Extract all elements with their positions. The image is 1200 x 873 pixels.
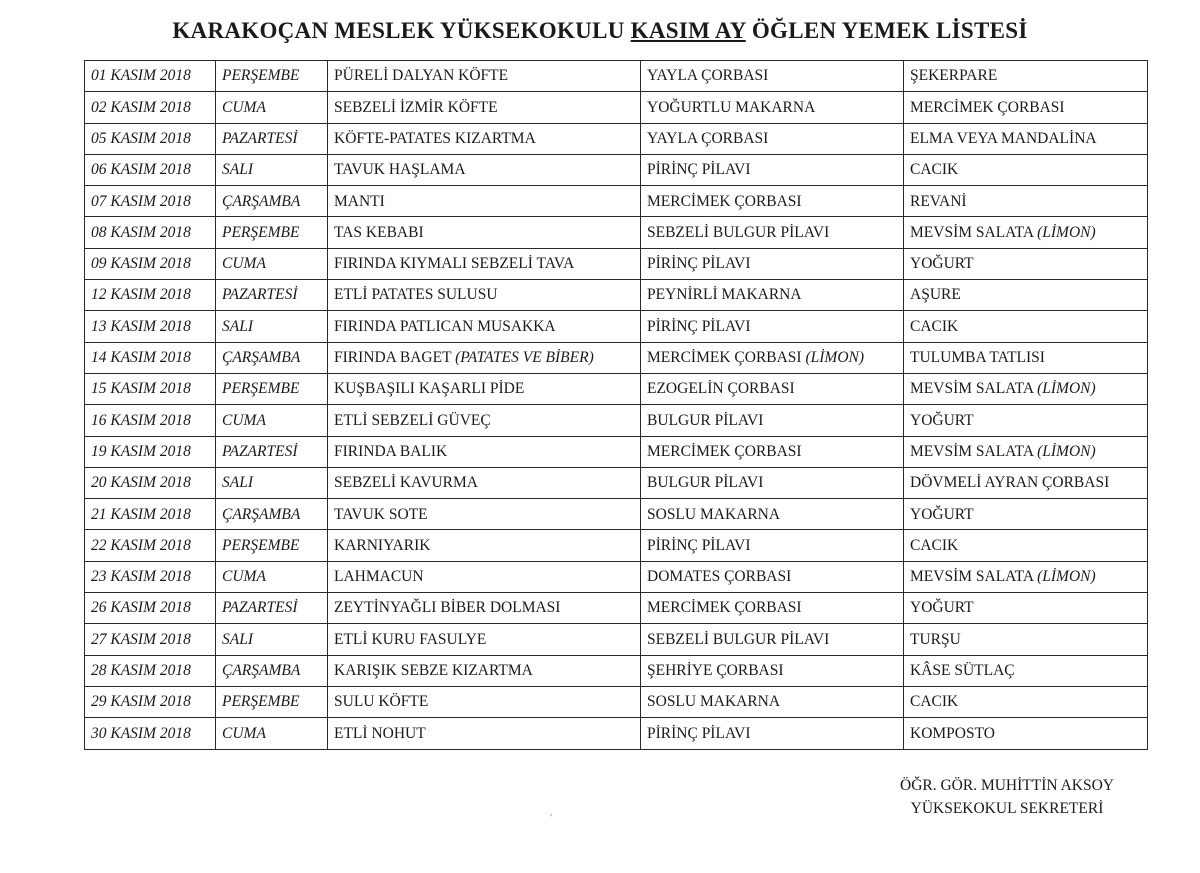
date-cell: [85, 655, 216, 686]
date-cell: [85, 217, 216, 248]
title-text-2: ÜKSEKOKULU: [456, 18, 631, 43]
table-row: [85, 217, 1148, 248]
day-cell: [216, 593, 328, 624]
date-cell: [85, 280, 216, 311]
main-dish-cell-text: ETLİ KURU FASULYE: [334, 630, 487, 648]
side-dish-cell: [641, 467, 904, 498]
extra-dish-cell-text: CACIK: [910, 693, 959, 711]
menu-table-body: [85, 61, 1148, 750]
extra-dish-cell: [904, 718, 1148, 749]
side-dish-cell: [641, 280, 904, 311]
extra-dish-cell: [904, 123, 1148, 154]
date-cell: [85, 530, 216, 561]
main-dish-cell: [328, 217, 641, 248]
day-cell: [216, 624, 328, 655]
extra-dish-cell-text: MEVSİM SALATA: [910, 380, 1034, 398]
date-cell-text: 26 KASIM 2018: [91, 599, 191, 617]
extra-dish-cell: [904, 342, 1148, 373]
side-dish-cell-text: BULGUR PİLAVI: [647, 474, 764, 492]
main-dish-cell: [328, 624, 641, 655]
main-dish-cell-text: KUŞBAŞILI KAŞARLI PİDE: [334, 380, 525, 398]
table-row: [85, 311, 1148, 342]
main-dish-cell: [328, 655, 641, 686]
day-cell-text: ÇARŞAMBA: [222, 192, 301, 210]
date-cell-text: 01 KASIM 2018: [91, 67, 191, 85]
main-dish-cell: [328, 311, 641, 342]
main-dish-cell-text: ETLİ PATATES SULUSU: [334, 286, 498, 304]
extra-dish-cell: [904, 624, 1148, 655]
table-row: [85, 154, 1148, 185]
main-dish-cell-text: SEBZELİ KAVURMA: [334, 474, 478, 492]
table-row: [85, 593, 1148, 624]
side-dish-cell-note: (LİMON): [805, 349, 865, 367]
date-cell-text: 15 KASIM 2018: [91, 380, 191, 398]
day-cell: [216, 530, 328, 561]
side-dish-cell: [641, 499, 904, 530]
side-dish-cell-text: PİRİNÇ PİLAVI: [647, 724, 751, 742]
extra-dish-cell: [904, 655, 1148, 686]
day-cell-text: CUMA: [222, 411, 266, 429]
day-cell-text: CUMA: [222, 568, 266, 586]
extra-dish-cell-text: MEVSİM SALATA: [910, 223, 1034, 241]
day-cell-text: PAZARTESİ: [222, 286, 298, 304]
day-cell-text: PERŞEMBE: [222, 693, 300, 711]
day-cell: [216, 342, 328, 373]
date-cell: [85, 373, 216, 404]
title-text-3: ÖĞLEN YEMEK LİSTESİ: [745, 18, 1028, 43]
main-dish-cell: [328, 154, 641, 185]
side-dish-cell: [641, 561, 904, 592]
main-dish-cell-text: ETLİ SEBZELİ GÜVEÇ: [334, 411, 491, 429]
side-dish-cell-text: SEBZELİ BULGUR PİLAVI: [647, 223, 830, 241]
extra-dish-cell-text: YOĞURT: [910, 411, 974, 429]
day-cell: [216, 280, 328, 311]
date-cell: [85, 624, 216, 655]
day-cell-text: SALI: [222, 161, 253, 179]
signatory-title: YÜKSEKOKUL SEKRETERİ: [910, 800, 1104, 817]
side-dish-cell-text: SOSLU MAKARNA: [647, 693, 781, 711]
extra-dish-cell-text: ELMA VEYA MANDALİNA: [910, 129, 1097, 147]
main-dish-cell: [328, 186, 641, 217]
date-cell-text: 29 KASIM 2018: [91, 693, 191, 711]
date-cell-text: 22 KASIM 2018: [91, 536, 191, 554]
table-row: [85, 248, 1148, 279]
date-cell: [85, 123, 216, 154]
extra-dish-cell-text: YOĞURT: [910, 255, 974, 273]
day-cell-text: PERŞEMBE: [222, 536, 300, 554]
day-cell-text: PAZARTESİ: [222, 442, 298, 460]
table-row: [85, 718, 1148, 749]
date-cell: [85, 342, 216, 373]
day-cell-text: SALI: [222, 630, 253, 648]
main-dish-cell-text: TAVUK HAŞLAMA: [334, 161, 466, 179]
extra-dish-cell: [904, 61, 1148, 92]
date-cell-text: 12 KASIM 2018: [91, 286, 191, 304]
main-dish-cell-note: (PATATES VE BİBER): [455, 349, 594, 367]
table-row: [85, 373, 1148, 404]
extra-dish-cell-text: CACIK: [910, 317, 959, 335]
day-cell-text: PAZARTESİ: [222, 599, 298, 617]
main-dish-cell: [328, 280, 641, 311]
extra-dish-cell: [904, 499, 1148, 530]
extra-dish-cell-text: ŞEKERPARE: [910, 67, 998, 85]
extra-dish-cell-text: TURŞU: [910, 630, 961, 648]
day-cell: [216, 373, 328, 404]
side-dish-cell: [641, 655, 904, 686]
title-month: KASIM AY: [630, 18, 746, 43]
extra-dish-cell-text: KOMPOSTO: [910, 724, 995, 742]
table-row: [85, 686, 1148, 717]
side-dish-cell-text: BULGUR PİLAVI: [647, 411, 764, 429]
date-cell: [85, 248, 216, 279]
extra-dish-cell-text: CACIK: [910, 161, 959, 179]
day-cell: [216, 718, 328, 749]
day-cell-text: ÇARŞAMBA: [222, 662, 301, 680]
date-cell-text: 30 KASIM 2018: [91, 724, 191, 742]
extra-dish-cell: [904, 248, 1148, 279]
extra-dish-cell-text: TULUMBA TATLISI: [910, 349, 1045, 367]
main-dish-cell-text: PÜRELİ DALYAN KÖFTE: [334, 67, 509, 85]
extra-dish-cell-text: MEVSİM SALATA: [910, 442, 1034, 460]
main-dish-cell: [328, 718, 641, 749]
side-dish-cell: [641, 436, 904, 467]
main-dish-cell-text: ETLİ NOHUT: [334, 724, 426, 742]
day-cell-text: PERŞEMBE: [222, 223, 300, 241]
page-title: [0, 18, 1200, 44]
table-row: [85, 624, 1148, 655]
title-text-1: KARAKOÇAN MESLEK Y: [172, 18, 457, 43]
date-cell-text: 23 KASIM 2018: [91, 568, 191, 586]
main-dish-cell: [328, 686, 641, 717]
table-row: [85, 123, 1148, 154]
side-dish-cell: [641, 92, 904, 123]
day-cell-text: CUMA: [222, 255, 266, 273]
side-dish-cell-text: MERCİMEK ÇORBASI: [647, 442, 802, 460]
main-dish-cell: [328, 92, 641, 123]
extra-dish-cell: [904, 186, 1148, 217]
table-row: [85, 561, 1148, 592]
main-dish-cell: [328, 123, 641, 154]
extra-dish-cell: [904, 405, 1148, 436]
extra-dish-cell: [904, 373, 1148, 404]
main-dish-cell: [328, 342, 641, 373]
day-cell: [216, 436, 328, 467]
side-dish-cell: [641, 311, 904, 342]
date-cell-text: 08 KASIM 2018: [91, 223, 191, 241]
extra-dish-cell: [904, 280, 1148, 311]
side-dish-cell-text: ŞEHRİYE ÇORBASI: [647, 662, 784, 680]
date-cell: [85, 561, 216, 592]
date-cell-text: 09 KASIM 2018: [91, 255, 191, 273]
side-dish-cell-text: SOSLU MAKARNA: [647, 505, 781, 523]
date-cell: [85, 686, 216, 717]
date-cell: [85, 311, 216, 342]
extra-dish-cell-text: KÂSE SÜTLAÇ: [910, 662, 1015, 680]
table-row: [85, 61, 1148, 92]
side-dish-cell: [641, 593, 904, 624]
day-cell: [216, 92, 328, 123]
extra-dish-cell: [904, 561, 1148, 592]
day-cell: [216, 248, 328, 279]
side-dish-cell: [641, 248, 904, 279]
extra-dish-cell: [904, 217, 1148, 248]
main-dish-cell: [328, 499, 641, 530]
signature-block: [900, 774, 1114, 820]
side-dish-cell-text: YAYLA ÇORBASI: [647, 129, 769, 147]
side-dish-cell-text: DOMATES ÇORBASI: [647, 568, 792, 586]
main-dish-cell-text: FIRINDA KIYMALI SEBZELİ TAVA: [334, 255, 575, 273]
day-cell: [216, 561, 328, 592]
table-row: [85, 467, 1148, 498]
date-cell-text: 27 KASIM 2018: [91, 630, 191, 648]
day-cell-text: CUMA: [222, 724, 266, 742]
day-cell-text: SALI: [222, 317, 253, 335]
extra-dish-cell-text: CACIK: [910, 536, 959, 554]
side-dish-cell: [641, 405, 904, 436]
date-cell-text: 02 KASIM 2018: [91, 98, 191, 116]
side-dish-cell: [641, 530, 904, 561]
day-cell: [216, 123, 328, 154]
main-dish-cell: [328, 248, 641, 279]
date-cell-text: 06 KASIM 2018: [91, 161, 191, 179]
extra-dish-cell-text: DÖVMELİ AYRAN ÇORBASI: [910, 474, 1110, 492]
side-dish-cell-text: YAYLA ÇORBASI: [647, 67, 769, 85]
main-dish-cell-text: KARNIYARIK: [334, 536, 431, 554]
signatory-name: ÖĞR. GÖR. MUHİTTİN AKSOY: [900, 777, 1114, 794]
day-cell: [216, 154, 328, 185]
table-row: [85, 186, 1148, 217]
side-dish-cell: [641, 686, 904, 717]
date-cell: [85, 436, 216, 467]
side-dish-cell-text: SEBZELİ BULGUR PİLAVI: [647, 630, 830, 648]
extra-dish-cell: [904, 530, 1148, 561]
day-cell: [216, 405, 328, 436]
main-dish-cell-text: FIRINDA PATLICAN MUSAKKA: [334, 317, 556, 335]
extra-dish-cell-text: MERCİMEK ÇORBASI: [910, 98, 1065, 116]
table-row: [85, 530, 1148, 561]
date-cell: [85, 92, 216, 123]
main-dish-cell: [328, 561, 641, 592]
table-row: [85, 92, 1148, 123]
side-dish-cell: [641, 186, 904, 217]
day-cell-text: SALI: [222, 474, 253, 492]
side-dish-cell-text: PİRİNÇ PİLAVI: [647, 536, 751, 554]
lunch-menu-table: [84, 60, 1148, 750]
day-cell: [216, 186, 328, 217]
extra-dish-cell: [904, 92, 1148, 123]
day-cell-text: PERŞEMBE: [222, 67, 300, 85]
main-dish-cell-text: MANTI: [334, 192, 385, 210]
date-cell-text: 07 KASIM 2018: [91, 192, 191, 210]
main-dish-cell: [328, 530, 641, 561]
main-dish-cell-text: SULU KÖFTE: [334, 693, 429, 711]
main-dish-cell-text: ZEYTİNYAĞLI BİBER DOLMASI: [334, 599, 561, 617]
table-row: [85, 655, 1148, 686]
day-cell: [216, 655, 328, 686]
extra-dish-cell-note: (LİMON): [1037, 223, 1096, 241]
main-dish-cell: [328, 467, 641, 498]
main-dish-cell-text: SEBZELİ İZMİR KÖFTE: [334, 98, 498, 116]
main-dish-cell: [328, 61, 641, 92]
day-cell: [216, 61, 328, 92]
day-cell-text: CUMA: [222, 98, 266, 116]
extra-dish-cell: [904, 154, 1148, 185]
side-dish-cell: [641, 154, 904, 185]
side-dish-cell: [641, 718, 904, 749]
table-row: [85, 342, 1148, 373]
day-cell: [216, 217, 328, 248]
side-dish-cell: [641, 217, 904, 248]
day-cell-text: ÇARŞAMBA: [222, 349, 301, 367]
date-cell-text: 13 KASIM 2018: [91, 317, 191, 335]
main-dish-cell: [328, 436, 641, 467]
date-cell: [85, 61, 216, 92]
main-dish-cell-text: TAVUK SOTE: [334, 505, 428, 523]
extra-dish-cell-text: YOĞURT: [910, 599, 974, 617]
side-dish-cell-text: EZOGELİN ÇORBASI: [647, 380, 795, 398]
extra-dish-cell: [904, 593, 1148, 624]
date-cell: [85, 718, 216, 749]
date-cell-text: 19 KASIM 2018: [91, 442, 191, 460]
side-dish-cell-text: PEYNİRLİ MAKARNA: [647, 286, 802, 304]
side-dish-cell: [641, 373, 904, 404]
extra-dish-cell-text: YOĞURT: [910, 505, 974, 523]
side-dish-cell-text: MERCİMEK ÇORBASI: [647, 192, 802, 210]
day-cell: [216, 499, 328, 530]
date-cell: [85, 186, 216, 217]
date-cell-text: 21 KASIM 2018: [91, 505, 191, 523]
date-cell: [85, 467, 216, 498]
day-cell-text: ÇARŞAMBA: [222, 505, 301, 523]
day-cell: [216, 686, 328, 717]
extra-dish-cell-text: MEVSİM SALATA: [910, 568, 1034, 586]
side-dish-cell: [641, 342, 904, 373]
table-row: [85, 405, 1148, 436]
main-dish-cell-text: FIRINDA BAGET: [334, 349, 452, 367]
side-dish-cell: [641, 61, 904, 92]
extra-dish-cell-text: REVANİ: [910, 192, 967, 210]
side-dish-cell-text: PİRİNÇ PİLAVI: [647, 161, 751, 179]
day-cell-text: PAZARTESİ: [222, 129, 298, 147]
main-dish-cell: [328, 593, 641, 624]
main-dish-cell-text: FIRINDA BALIK: [334, 442, 448, 460]
main-dish-cell: [328, 373, 641, 404]
date-cell: [85, 593, 216, 624]
table-row: [85, 436, 1148, 467]
date-cell-text: 16 KASIM 2018: [91, 411, 191, 429]
date-cell: [85, 154, 216, 185]
table-row: [85, 280, 1148, 311]
date-cell-text: 14 KASIM 2018: [91, 349, 191, 367]
extra-dish-cell-note: (LİMON): [1037, 380, 1096, 398]
main-dish-cell-text: TAS KEBABI: [334, 223, 424, 241]
date-cell: [85, 405, 216, 436]
side-dish-cell-text: PİRİNÇ PİLAVI: [647, 255, 751, 273]
date-cell: [85, 499, 216, 530]
date-cell-text: 28 KASIM 2018: [91, 662, 191, 680]
side-dish-cell-text: PİRİNÇ PİLAVI: [647, 317, 751, 335]
stray-mark: ': [550, 812, 552, 824]
side-dish-cell-text: YOĞURTLU MAKARNA: [647, 98, 816, 116]
extra-dish-cell-note: (LİMON): [1037, 568, 1096, 586]
extra-dish-cell-note: (LİMON): [1037, 442, 1096, 460]
main-dish-cell-text: KÖFTE-PATATES KIZARTMA: [334, 129, 536, 147]
extra-dish-cell: [904, 311, 1148, 342]
extra-dish-cell: [904, 436, 1148, 467]
day-cell: [216, 311, 328, 342]
date-cell-text: 20 KASIM 2018: [91, 474, 191, 492]
extra-dish-cell-text: AŞURE: [910, 286, 961, 304]
side-dish-cell-text: MERCİMEK ÇORBASI: [647, 599, 802, 617]
date-cell-text: 05 KASIM 2018: [91, 129, 191, 147]
side-dish-cell: [641, 123, 904, 154]
day-cell-text: PERŞEMBE: [222, 380, 300, 398]
extra-dish-cell: [904, 686, 1148, 717]
main-dish-cell-text: KARIŞIK SEBZE KIZARTMA: [334, 662, 533, 680]
extra-dish-cell: [904, 467, 1148, 498]
main-dish-cell: [328, 405, 641, 436]
side-dish-cell-text: MERCİMEK ÇORBASI: [647, 349, 802, 367]
main-dish-cell-text: LAHMACUN: [334, 568, 424, 586]
side-dish-cell: [641, 624, 904, 655]
table-row: [85, 499, 1148, 530]
day-cell: [216, 467, 328, 498]
